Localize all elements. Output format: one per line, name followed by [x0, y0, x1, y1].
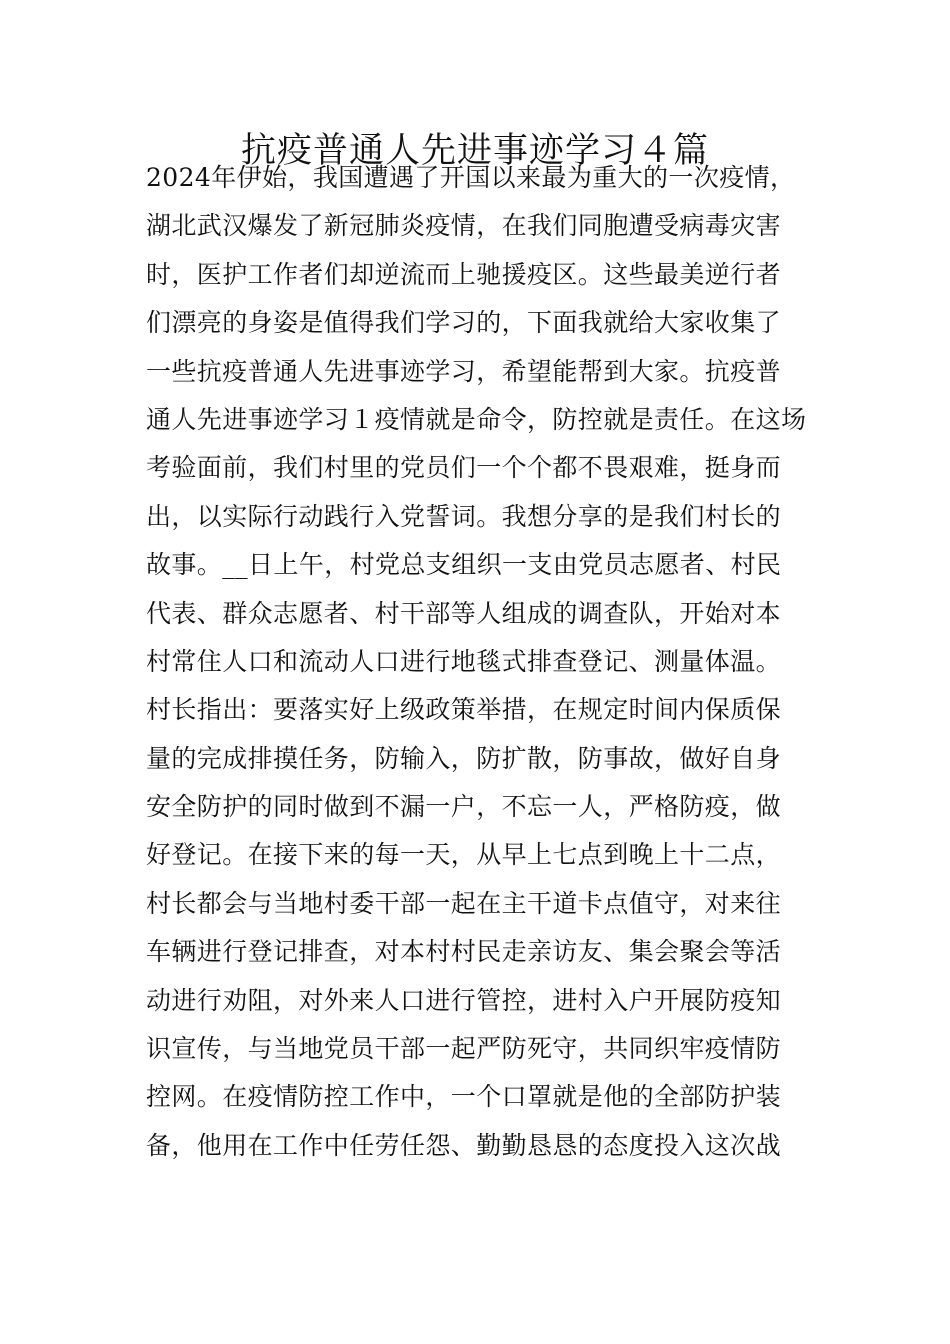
body-line: 故事。__日上午，村党总支组织一支由党员志愿者、村民 [146, 550, 782, 580]
body-line: 备，他用在工作中任劳任怨、勤勤恳恳的态度投入这次战 [146, 1130, 782, 1160]
body-line: 控网。在疫情防控工作中，一个口罩就是他的全部防护装 [146, 1082, 782, 1112]
body-line: 时，医护工作者们却逆流而上驰援疫区。这些最美逆行者 [146, 259, 782, 289]
body-line: 识宣传，与当地党员干部一起严防死守，共同织牢疫情防 [146, 1034, 782, 1064]
body-line: 一些抗疫普通人先进事迹学习，希望能帮到大家。抗疫普 [146, 356, 782, 386]
body-line: 村长指出：要落实好上级政策举措，在规定时间内保质保 [146, 695, 782, 725]
body-line: 量的完成排摸任务，防输入，防扩散，防事故，做好自身 [146, 743, 782, 773]
body-line: 出，以实际行动践行入党誓词。我想分享的是我们村长的 [146, 501, 782, 531]
body-line: 考验面前，我们村里的党员们一个个都不畏艰难，挺身而 [146, 453, 782, 483]
body-line: 动进行劝阻，对外来人口进行管控，进村入户开展防疫知 [146, 985, 782, 1015]
body-line: 湖北武汉爆发了新冠肺炎疫情，在我们同胞遭受病毒灾害 [146, 211, 782, 241]
body-line: 2024年伊始，我国遭遇了开国以来最为重大的一次疫情， [146, 163, 796, 192]
body-line: 车辆进行登记排查，对本村村民走亲访友、集会聚会等活 [146, 937, 782, 967]
body-line: 村常住人口和流动人口进行地毯式排查登记、测量体温。 [146, 646, 782, 676]
document-body [146, 154, 826, 1170]
body-line: 们漂亮的身姿是值得我们学习的，下面我就给大家收集了 [146, 308, 782, 338]
body-line: 通人先进事迹学习１疫情就是命令，防控就是责任。在这场 [146, 404, 807, 434]
body-line: 代表、群众志愿者、村干部等人组成的调查队，开始对本 [146, 598, 782, 628]
body-line: 好登记。在接下来的每一天，从早上七点到晚上十二点， [146, 840, 782, 870]
body-line: 安全防护的同时做到不漏一户，不忘一人，严格防疫，做 [146, 792, 782, 822]
document-title: 抗疫普通人先进事迹学习４篇 [240, 131, 709, 171]
body-line: 村长都会与当地村委干部一起在主干道卡点值守，对来往 [146, 888, 782, 918]
